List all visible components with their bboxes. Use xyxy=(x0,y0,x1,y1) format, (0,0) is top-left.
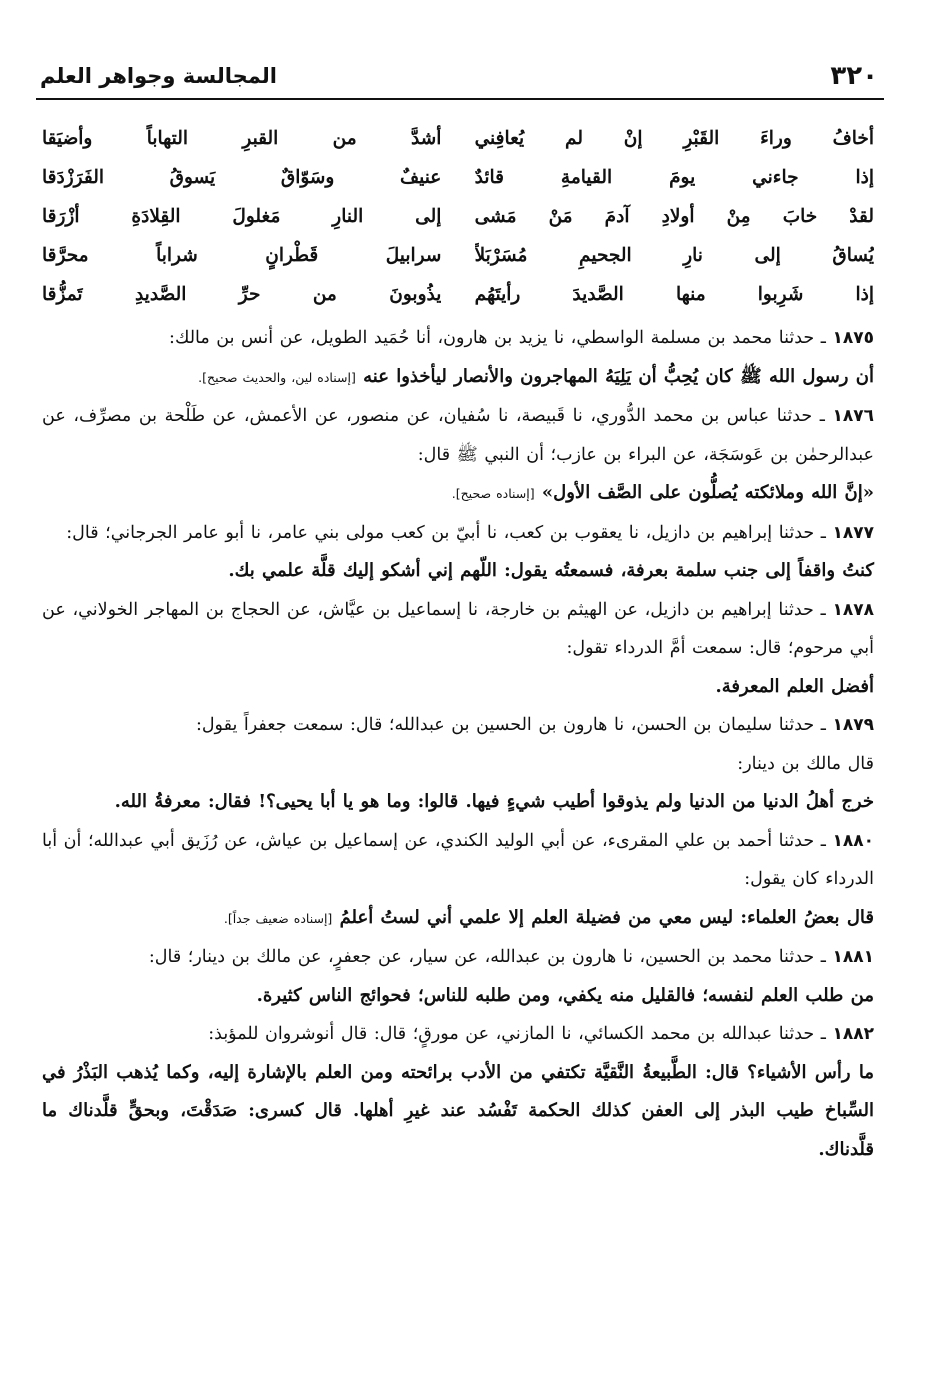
hadith-matn xyxy=(42,899,874,939)
narrator-line: قال مالك بن دينار: xyxy=(737,753,874,774)
isnad-text: حدثنا إبراهيم بن دازيل، عن الهيثم بن خارجة، نا إسماعيل بن عيَّاش، عن الحجاج بن المهاجر الخولاني، عن أبي مرحوم؛ قال: سمعت أمَّ الدرداء تقول: xyxy=(42,599,874,658)
hadith-number: ١٨٧٦ xyxy=(832,406,874,426)
hadith-matn xyxy=(42,977,874,1016)
hadith-isnad: ١٨٧٩ ـ حدثنا سليمان بن الحسن، نا هارون بن الحسين بن عبدالله؛ قال: سمعت جعفراً يقول: xyxy=(195,715,874,735)
matn-text: كنتُ واقفاً إلى جنب سلمة بعرفة، فسمعتُه يقول: اللّهم إني أشكو إليك قلَّة علمي بك. xyxy=(228,560,874,581)
verse-first-hemistich: لقدْ خابَ مِنْ أولادِ آدمَ مَنْ مَشى xyxy=(474,206,874,228)
hadith-isnad: ١٨٨١ ـ حدثنا محمد بن الحسين، نا هارون بن عبدالله، عن سيار، عن جعفرٍ، عن مالك بن دينار؛ قال: xyxy=(148,947,874,967)
verse-second-hemistich: سرابيلَ قَطْرانٍ شراباً محرَّقا xyxy=(42,245,442,267)
hadith-matn xyxy=(42,1054,874,1170)
hadith-matn xyxy=(42,783,874,822)
header-divider xyxy=(36,98,884,100)
verse-line xyxy=(42,120,874,159)
matn-text: «إنَّ الله وملائكته يُصلُّون على الصَّف الأول» xyxy=(541,482,874,503)
running-title: المجالسة وجواهر العلم xyxy=(40,64,277,88)
isnad-text: حدثنا عبدالله بن محمد الكسائي، نا المازني، عن مورقٍ؛ قال: قال أنوشروان للمؤبذ: xyxy=(208,1024,815,1044)
hadith-number: ١٨٧٥ xyxy=(832,328,874,348)
isnad-text: حدثنا سليمان بن الحسن، نا هارون بن الحسين بن عبدالله؛ قال: سمعت جعفراً يقول: xyxy=(195,715,815,735)
isnad-text: حدثنا محمد بن مسلمة الواسطي، نا يزيد بن هارون، أنا حُمَيد الطويل، عن أنس بن مالك: xyxy=(169,328,815,348)
page-header xyxy=(40,56,878,96)
hadith-matn xyxy=(42,552,874,591)
matn-text: أن رسول الله ﷺ كان يُحِبُّ أن يَلِيَهُ المهاجرون والأنصار ليأخذوا عنه xyxy=(363,365,874,387)
hadith-isnad: ١٨٧٧ ـ حدثنا إبراهيم بن دازيل، نا يعقوب بن كعب، نا أبيّ بن كعب مولى بني عامر، نا أبو عامر الجرجاني؛ قال: xyxy=(66,522,874,543)
verse-first-hemistich: يُساقُ إلى نارِ الجحيمِ مُسَرْبَلاً xyxy=(474,245,874,267)
verse-second-hemistich: عنيفٌ وسَوّاقٌ يَسوقُ الفَرَزْدَقا xyxy=(42,167,442,189)
isnad-text: حدثنا عباس بن محمد الدُّوري، نا قَبيصة، نا سُفيان، عن منصور، عن الأعمش، عن طَلْحة بن مصرِّف، عن عبدالرحمٰن بن عَوسَجَة، عن البراء بن عازب؛ أن النبي ﷺ قال: xyxy=(42,406,874,465)
verse-second-hemistich: إلى النارِ مَغلولَ القِلادَةِ أزْرَقا xyxy=(42,206,442,228)
matn-text: أفضل العلم المعرفة. xyxy=(715,675,874,697)
verse-line xyxy=(42,198,874,237)
matn-text: خرج أهلُ الدنيا من الدنيا ولم يذوقوا أطيب شيءٍ فيها. قالوا: وما هو يا أبا يحيى؟! فقال: معرفةُ الله. xyxy=(114,791,874,812)
isnad-text: حدثنا إبراهيم بن دازيل، نا يعقوب بن كعب، نا أبيّ بن كعب مولى بني عامر، نا أبو عامر الجرجاني؛ قال: xyxy=(66,522,815,543)
verse-first-hemistich: إذا جاءني يومَ القيامةِ قائدٌ xyxy=(474,167,874,189)
hadith-matn xyxy=(42,358,874,398)
verse-first-hemistich: إذا شَرِبوا منها الصَّديدَ رأيتَهُم xyxy=(474,284,874,306)
hadith-matn xyxy=(42,668,874,707)
matn-text: قال بعضُ العلماء: ليس معي من فضيلة العلم إلا علمي أني لستُ أعلمُ xyxy=(339,906,874,928)
verse-line xyxy=(42,276,874,315)
hadith-number: ١٨٧٩ xyxy=(832,715,874,735)
hadith-number: ١٨٨٢ xyxy=(832,1024,874,1044)
verse-second-hemistich: يذُوبونَ من حرِّ الصَّديدِ تَمزُّقا xyxy=(42,284,442,306)
page-body xyxy=(42,112,874,1371)
poem-verses xyxy=(42,120,874,315)
verse-second-hemistich: أشدَّ من القبرِ التهاباً وأضيَقا xyxy=(42,128,442,150)
hadith-number: ١٨٨٠ xyxy=(832,830,874,851)
hadith-isnad: ١٨٨٠ ـ حدثنا أحمد بن علي المقرىء، عن أبي الوليد الكندي، عن إسماعيل بن عياش، عن رُزَيق أبي عبدالله؛ أن أبا الدرداء كان يقول: xyxy=(42,830,874,889)
matn-text: ما رأس الأشياء؟ قال: الطَّبيعةُ النَّقيَّة تكتفي من الأدب برائحته ومن العلم بالإشارة إليه، وكما يُذهب البَذْرُ في السِّباخ طيب البذر إلى العفن كذلك الحكمة تَفْسُد عند غيرِ أهلها. قال كسرى: صَدَقْتَ، وبحقٍّ قلَّدناك ما قلَّدناك. xyxy=(42,1061,874,1160)
page-number: ٣٢٠ xyxy=(830,61,878,91)
hadith-grade: [إسناده صحيح]. xyxy=(451,486,535,501)
hadith-isnad: ١٨٧٥ ـ حدثنا محمد بن مسلمة الواسطي، نا يزيد بن هارون، أنا حُمَيد الطويل، عن أنس بن مالك: xyxy=(169,328,874,348)
verse-line xyxy=(42,159,874,198)
verse-first-hemistich: أخافُ وراءَ القَبْرِ إنْ لم يُعافِني xyxy=(474,128,874,150)
verse-line xyxy=(42,237,874,276)
hadith-isnad: ١٨٨٢ ـ حدثنا عبدالله بن محمد الكسائي، نا المازني، عن مورقٍ؛ قال: قال أنوشروان للمؤبذ: xyxy=(208,1024,874,1044)
isnad-text: حدثنا محمد بن الحسين، نا هارون بن عبدالله، عن سيار، عن جعفرٍ، عن مالك بن دينار؛ قال: xyxy=(148,947,815,967)
hadith-number: ١٨٧٨ xyxy=(832,599,874,620)
hadith-grade: [إسناده لين، والحديث صحيح]. xyxy=(198,369,356,385)
isnad-text: حدثنا أحمد بن علي المقرىء، عن أبي الوليد الكندي، عن إسماعيل بن عياش، عن رُزَيق أبي عبدالله؛ أن أبا الدرداء كان يقول: xyxy=(42,830,874,889)
hadith-number: ١٨٨١ xyxy=(832,947,874,967)
matn-text: من طلب العلم لنفسه؛ فالقليل منه يكفي، ومن طلبه للناس؛ فحوائج الناس كثيرة. xyxy=(256,984,874,1006)
hadith-number: ١٨٧٧ xyxy=(832,522,874,543)
hadith-isnad: ١٨٧٦ ـ حدثنا عباس بن محمد الدُّوري، نا قَبيصة، نا سُفيان، عن منصور، عن الأعمش، عن طَلْحة بن مصرِّف، عن عبدالرحمٰن بن عَوسَجَة، عن البراء بن عازب؛ أن النبي ﷺ قال: xyxy=(42,406,874,465)
hadith-matn xyxy=(42,474,874,514)
hadith-isnad: ١٨٧٨ ـ حدثنا إبراهيم بن دازيل، عن الهيثم بن خارجة، نا إسماعيل بن عيَّاش، عن الحجاج بن المهاجر الخولاني، عن أبي مرحوم؛ قال: سمعت أمَّ الدرداء تقول: xyxy=(42,599,874,658)
hadith-grade: [إسناده ضعيف جداً]. xyxy=(223,910,333,926)
